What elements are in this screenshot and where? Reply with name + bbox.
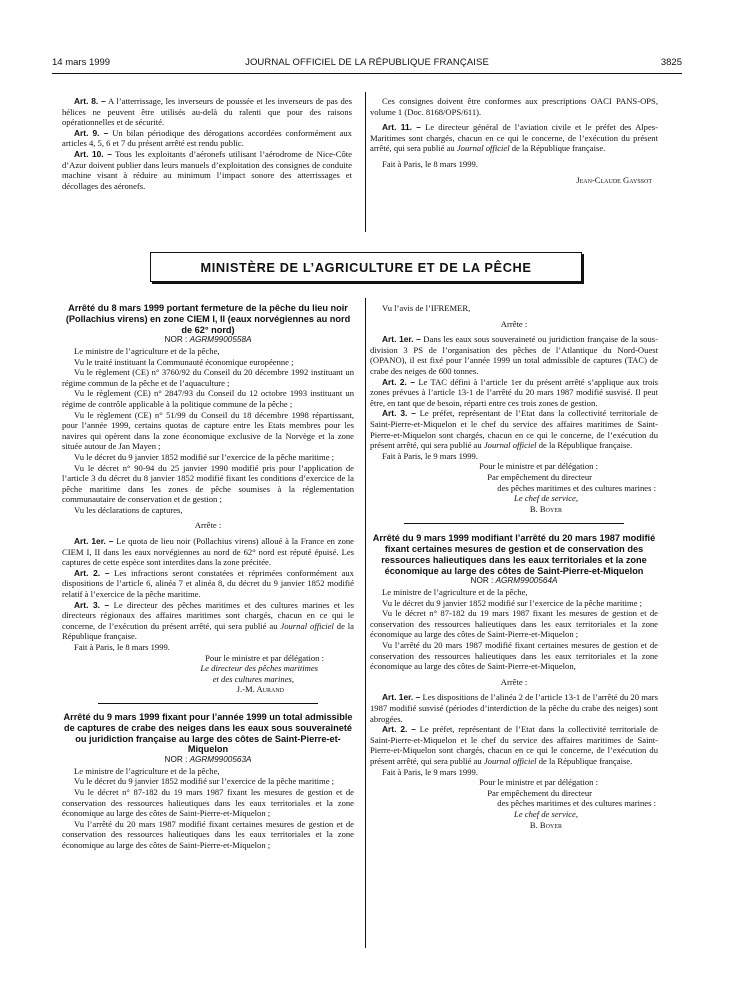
arrete-3-chef: Le chef de service, <box>514 808 578 819</box>
arrete-3-visa: Le ministre de l’agriculture et de la pêche, <box>382 587 528 598</box>
section-separator <box>98 703 318 704</box>
right-column <box>370 303 658 830</box>
arrete-2-visa: Vu l’arrêté du 20 mars 1987 modifié fixant certaines mesures de gestion et de conservation des ressources halieutiques dans les eaux territoriales et la zone économique au large des côtes de Saint-Pierre-et-Miquelon ; <box>62 818 354 850</box>
arrete-2-vu-ifremer: Vu l’avis de l’IFREMER, <box>382 303 471 313</box>
left-column <box>62 303 354 851</box>
header-date: 14 mars 1999 <box>52 57 111 68</box>
arrete-2-arrete: Arrête : <box>500 318 528 329</box>
arrete-2-article-1: Art. 1er. – Dans les eaux sous souveraineté ou juridiction française de la sous-division 3 PS de l’organisation des pêches de l’Atlantique du Nord-Ouest (OPANO), il est fixé pour l’année 1999 un total admissible de captures (TAC) de crabe des neiges de 600 tonnes. <box>370 334 658 376</box>
arrete-2-fait: Fait à Paris, le 9 mars 1999. <box>382 450 478 461</box>
header-journal-title: JOURNAL OFFICIEL DE LA RÉPUBLIQUE FRANÇAISE <box>245 57 489 68</box>
header-rule <box>52 73 682 74</box>
page-header <box>52 57 682 73</box>
article-8: Art. 8. – A l’atterrissage, les inverseurs de poussée et les inverseurs de pas des hélices ne peuvent être utilisés au-delà du ralenti que pour des raisons opérationnelles et de sécurité. <box>62 96 352 128</box>
arrete-1-visa: Vu le règlement (CE) n° 3760/92 du Conseil du 20 décembre 1992 instituant un régime commun de la pêche et de l’aquaculture ; <box>62 367 354 388</box>
arrete-3-visa: Vu le décret n° 87-182 du 19 mars 1987 fixant les mesures de gestion et de conservation des ressources halieutiques dans les eaux territoriales et la zone économique au large des côtes de Saint-Pierre-et-Miquelon ; <box>370 608 658 640</box>
arrete-1-signature: J.-M. Aurand <box>236 684 284 695</box>
article-11: Art. 11. – Le directeur général de l’aviation civile et le préfet des Alpes-Maritimes sont chargés, chacun en ce qui le concerne, de l’exécution du présent arrêté, qui sera publié au Journal officiel de la République française. <box>370 122 658 154</box>
arrete-2-signature: B. Boyer <box>529 503 562 514</box>
arrete-1-title: Arrêté du 8 mars 1999 portant fermeture de la pêche du lieu noir (Pollachius virens) en zone CIEM I, II (eaux norvégiennes au nord de 62° nord) <box>65 303 351 335</box>
top-left-column <box>62 96 352 191</box>
arrete-1-visa: Le ministre de l’agriculture et de la pêche, <box>74 345 220 356</box>
arrete-2-title: Arrêté du 9 mars 1999 fixant pour l’année 1999 un total admissible de captures de crabe des neiges dans les eaux sous souveraineté ou juridiction française au large des côtes de Saint-Pierre-et-Miquelon <box>63 711 353 755</box>
arrete-1-visa: Vu le règlement (CE) n° 51/99 du Conseil du 18 décembre 1998 répartissant, pour l’année 1999, certains quotas de capture entre les Etats membres pour les navires qui opèrent dans la zone économique exclusive de la Norvège et la zone située autour de Jan Mayen ; <box>62 409 354 452</box>
arrete-2-chef: Le chef de service, <box>514 493 578 504</box>
arrete-3-delegation: Pour le ministre et par délégation : <box>479 777 598 788</box>
arrete-3-nor: NOR : AGRM9900564A <box>470 576 558 586</box>
arrete-2-article-3: Art. 3. – Le préfet, représentant de l’Etat dans la collectivité territoriale de Saint-Pierre-et-Miquelon et le chef du service des affaires maritimes de Saint-Pierre-et-Miquelon sont chargés, chacun en ce qui le concerne, de l’exécution du présent arrêté, qui sera publié au Journal officiel de la République française. <box>370 408 658 451</box>
arrete-3-article-2: Art. 2. – Le préfet, représentant de l’Etat dans la collectivité territoriale de Saint-Pierre-et-Miquelon et le chef du service des affaires maritimes de Saint-Pierre-et-Miquelon sont chargés, chacun en ce qui le concerne, de l’exécution du présent arrêté, qui sera publié au Journal officiel de la République française. <box>370 724 658 766</box>
header-page-number: 3825 <box>660 57 682 68</box>
arrete-3-signature: B. Boyer <box>529 819 562 830</box>
section-separator <box>404 523 624 524</box>
arrete-1-visa: Vu le décret du 9 janvier 1852 modifié sur l’exercice de la pêche maritime ; <box>74 451 335 462</box>
arrete-1-visa: Vu le traité instituant la Communauté économique européenne ; <box>74 356 294 367</box>
arrete-1-sig-title-1: Le directeur des pêches maritimes <box>200 663 318 674</box>
arrete-3-fait: Fait à Paris, le 9 mars 1999. <box>382 766 478 777</box>
arrete-3-article-1: Art. 1er. – Les dispositions de l’alinéa 2 de l’article 13-1 de l’arrêté du 20 mars 1987 modifié susvisé (périodes d’interdiction de la pêche du crabe des neiges) sont abrogées. <box>370 692 658 724</box>
article-10: Art. 10. – Tous les exploitants d’aéronefs utilisant l’aérodrome de Nice-Côte d’Azur doivent publier dans leurs manuels d’exploitation des consignes de conduite machine visant à réduire au minimum l’impact sonore des atterrissages et décollages des aéronefs. <box>62 148 352 191</box>
arrete-1-visa: Vu le règlement (CE) n° 2847/93 du Conseil du 12 octobre 1993 instituant un régime de contrôle applicable à la politique commune de la pêche ; <box>62 388 354 409</box>
arrete-2-nor: NOR : AGRM9900563A <box>164 755 252 765</box>
arrete-3-visa: Vu l’arrêté du 20 mars 1987 modifié fixant certaines mesures de gestion et de conservation des ressources halieutiques dans les eaux territoriales et la zone économique au large des côtes de Saint-Pierre-et-Miquelon, <box>370 640 658 672</box>
arrete-3-empechement: Par empêchement du directeur <box>487 787 592 798</box>
arrete-2-visa: Vu le décret du 9 janvier 1852 modifié sur l’exercice de la pêche maritime ; <box>74 776 335 787</box>
consignes-text: Ces consignes doivent être conformes aux prescriptions OACI PANS-OPS, volume 1 (Doc. 8168/OPS/611). <box>370 96 658 117</box>
arrete-1-visa: Vu les déclarations de captures, <box>74 504 183 515</box>
arrete-1-delegation: Pour le ministre et par délégation : <box>205 652 324 663</box>
arrete-2-visa: Le ministre de l’agriculture et de la pêche, <box>74 765 220 776</box>
arrete-2-directeur: des pêches maritimes et des cultures marines : <box>497 482 656 493</box>
arrete-1-sig-title-2: et des cultures marines, <box>212 673 294 684</box>
arrete-1-visa: Vu le décret n° 90-94 du 25 janvier 1990 modifié pris pour l’application de l’article 3 du décret du 8 janvier 1852 modifié fixant les conditions d’exercice de la pêche maritime dans les zones de pêche soumises à la réglementation communautaire de conservation et de gestion ; <box>62 462 354 505</box>
arrete-3-arrete: Arrête : <box>500 676 528 687</box>
arrete-2-empechement: Par empêchement du directeur <box>487 471 592 482</box>
arrete-3-visa: Vu le décret du 9 janvier 1852 modifié sur l’exercice de la pêche maritime ; <box>382 597 643 608</box>
arrete-3-title: Arrêté du 9 mars 1999 modifiant l’arrêté du 20 mars 1987 modifié fixant certaines mesures de gestion et de conservation des ressources halieutiques dans les eaux territoriales et la zone économique au large des côtes de Saint-Pierre-et-Miquelon <box>372 533 656 576</box>
signature: Jean-Claude Gayssot <box>576 174 652 185</box>
arrete-1-fait: Fait à Paris, le 8 mars 1999. <box>74 642 170 653</box>
column-divider-main <box>365 298 366 948</box>
arrete-1-arrete: Arrête : <box>194 520 222 531</box>
arrete-1-nor: NOR : AGRM9900558A <box>164 335 252 345</box>
arrete-2-article-2: Art. 2. – Le TAC défini à l’article 1er du présent arrêté s’applique aux trois zones prévues à l’article 13-1 de l’arrêté du 20 mars 1987 modifié susvisé. Il peut être, en tant que de besoin, réparti entre ces trois zones de gestion. <box>370 376 658 408</box>
top-right-column <box>370 96 658 185</box>
arrete-1-article-2: Art. 2. – Les infractions seront constatées et réprimées conformément aux dispositions de l’article 6, alinéa 7 et alinéa 8, du décret du 9 janvier 1852 modifié relatif à l’exercice de la pêche maritime. <box>62 567 354 600</box>
arrete-1-article-1: Art. 1er. – Le quota de lieu noir (Pollachius virens) alloué à la France en zone CIEM I, II dans les eaux norvégiennes au nord de 62° nord est réputé épuisé. Les captures de cette espèce sont interdites dans la zone précitée. <box>62 536 354 568</box>
arrete-2-visa: Vu le décret n° 87-182 du 19 mars 1987 fixant les mesures de gestion et de conservation des ressources halieutiques dans les eaux territoriales et la zone économique au large des côtes de Saint-Pierre-et-Miquelon ; <box>62 786 354 819</box>
arrete-1-article-3: Art. 3. – Le directeur des pêches maritimes et des cultures marines et les directeurs régionaux des affaires maritimes sont chargés, chacun en ce qui le concerne, de l’exécution du présent arrêté, qui sera publié au Journal officiel de la République française. <box>62 599 354 642</box>
article-9: Art. 9. – Un bilan périodique des dérogations accordées conformément aux articles 4, 5, 6 et 7 du présent arrêté est rendu public. <box>62 127 352 149</box>
arrete-3-directeur: des pêches maritimes et des cultures marines : <box>497 798 656 809</box>
arrete-2-delegation: Pour le ministre et par délégation : <box>479 461 598 472</box>
column-divider-top <box>365 92 366 232</box>
ministry-heading: MINISTÈRE DE L’AGRICULTURE ET DE LA PÊCHE <box>150 252 582 282</box>
fait-date: Fait à Paris, le 8 mars 1999. <box>382 158 478 169</box>
